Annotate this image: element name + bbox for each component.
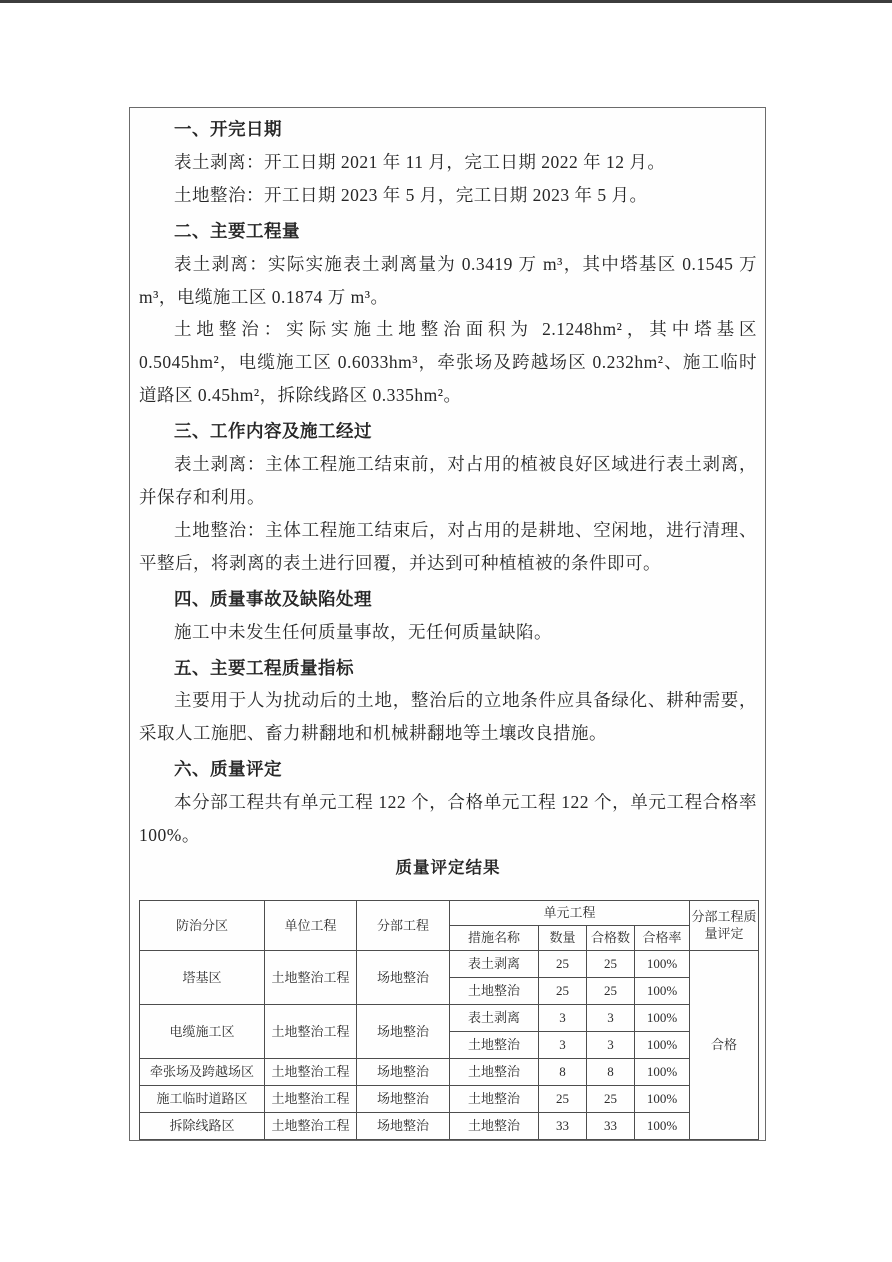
quality-assessment-table bbox=[139, 900, 759, 1140]
table-cell-quantity: 25 bbox=[539, 977, 587, 1004]
section-heading: 一、开完日期 bbox=[174, 119, 282, 139]
table-cell-measure: 土地整治 bbox=[450, 1085, 539, 1112]
table-cell-division: 场地整治 bbox=[357, 1085, 450, 1112]
table-cell-measure: 表土剥离 bbox=[450, 950, 539, 977]
paragraph: 本分部工程共有单元工程 122 个，合格单元工程 122 个，单元工程合格率 100%。 bbox=[139, 792, 757, 846]
table-title: 质量评定结果 bbox=[395, 857, 501, 877]
table-cell-qualified: 3 bbox=[587, 1031, 635, 1058]
section-heading: 五、主要工程质量指标 bbox=[174, 657, 354, 678]
paragraph: 表土剥离：实际实施表土剥离量为 0.3419 万 m³，其中塔基区 0.1545 万 m³，电缆施工区 0.1874 万 m³。 bbox=[139, 253, 757, 307]
table-cell-unit: 土地整治工程 bbox=[265, 950, 357, 1004]
table-header-division-project: 分部工程 bbox=[357, 900, 450, 950]
table-header-measure-name: 措施名称 bbox=[450, 925, 539, 950]
table-cell-zone: 拆除线路区 bbox=[140, 1112, 265, 1139]
table-cell-zone: 塔基区 bbox=[140, 950, 265, 1004]
table-cell-division: 场地整治 bbox=[357, 1112, 450, 1139]
paragraph: 施工中未发生任何质量事故，无任何质量缺陷。 bbox=[174, 621, 552, 642]
screenshot-top-edge bbox=[0, 0, 892, 3]
table-cell-rate: 100% bbox=[635, 977, 690, 1004]
paragraph: 表土剥离：主体工程施工结束前，对占用的植被良好区域进行表土剥离，并保存和利用。 bbox=[139, 454, 757, 507]
table-cell-qualified: 33 bbox=[587, 1112, 635, 1139]
table-cell-quantity: 25 bbox=[539, 950, 587, 977]
table-cell-qualified: 3 bbox=[587, 1004, 635, 1031]
paragraph: 土地整治：开工日期 2023 年 5 月，完工日期 2023 年 5 月。 bbox=[174, 184, 648, 205]
table-header-zone: 防治分区 bbox=[140, 900, 265, 950]
table-cell-rate: 100% bbox=[635, 950, 690, 977]
paragraph: 主要用于人为扰动后的土地，整治后的立地条件应具备绿化、耕种需要，采取人工施肥、畜力耕翻地和机械耕翻地等土壤改良措施。 bbox=[139, 690, 757, 744]
table-cell-measure: 土地整治 bbox=[450, 1112, 539, 1139]
table-header-unit-project: 单位工程 bbox=[265, 900, 357, 950]
table-cell-quantity: 33 bbox=[539, 1112, 587, 1139]
section-heading: 四、质量事故及缺陷处理 bbox=[174, 588, 372, 609]
table-cell-unit: 土地整治工程 bbox=[265, 1058, 357, 1085]
table-cell-quantity: 8 bbox=[539, 1058, 587, 1085]
paragraph: 土地整治：实际实施土地整治面积为 2.1248hm²，其中塔基区 0.5045hm²，电缆施工区 0.6033hm³，牵张场及跨越场区 0.232hm²、施工临时道路区 0.45hm²，拆除线路区 0.335hm²。 bbox=[139, 319, 757, 406]
table-header-quantity: 数量 bbox=[539, 925, 587, 950]
table-cell-quantity: 3 bbox=[539, 1031, 587, 1058]
table-cell-qualified: 25 bbox=[587, 977, 635, 1004]
table-cell-rate: 100% bbox=[635, 1004, 690, 1031]
section-heading: 三、工作内容及施工经过 bbox=[174, 421, 372, 442]
table-cell-rate: 100% bbox=[635, 1031, 690, 1058]
section-heading: 六、质量评定 bbox=[174, 759, 282, 780]
table-cell-measure: 表土剥离 bbox=[450, 1004, 539, 1031]
table-cell-zone: 电缆施工区 bbox=[140, 1004, 265, 1058]
table-cell-measure: 土地整治 bbox=[450, 1058, 539, 1085]
table-cell-unit: 土地整治工程 bbox=[265, 1004, 357, 1058]
table-cell-assessment: 合格 bbox=[690, 950, 759, 1139]
table-cell-rate: 100% bbox=[635, 1112, 690, 1139]
table-header-qualified-rate: 合格率 bbox=[635, 925, 690, 950]
paragraph: 土地整治：主体工程施工结束后，对占用的是耕地、空闲地，进行清理、平整后，将剥离的表土进行回覆，并达到可种植植被的条件即可。 bbox=[139, 519, 757, 573]
table-cell-quantity: 25 bbox=[539, 1085, 587, 1112]
table-cell-division: 场地整治 bbox=[357, 950, 450, 1004]
table-cell-division: 场地整治 bbox=[357, 1004, 450, 1058]
table-cell-unit: 土地整治工程 bbox=[265, 1085, 357, 1112]
table-header-qualified-count: 合格数 bbox=[587, 925, 635, 950]
paragraph: 表土剥离：开工日期 2021 年 11 月，完工日期 2022 年 12 月。 bbox=[174, 151, 666, 172]
document-page bbox=[129, 107, 766, 1141]
table-cell-rate: 100% bbox=[635, 1085, 690, 1112]
table-cell-qualified: 8 bbox=[587, 1058, 635, 1085]
table-cell-qualified: 25 bbox=[587, 950, 635, 977]
table-cell-measure: 土地整治 bbox=[450, 977, 539, 1004]
table-cell-zone: 牵张场及跨越场区 bbox=[140, 1058, 265, 1085]
table-cell-quantity: 3 bbox=[539, 1004, 587, 1031]
table-cell-unit: 土地整治工程 bbox=[265, 1112, 357, 1139]
section-heading: 二、主要工程量 bbox=[174, 220, 300, 241]
table-header-division-assessment: 分部工程质量评定 bbox=[690, 900, 759, 950]
table-cell-rate: 100% bbox=[635, 1058, 690, 1085]
table-cell-zone: 施工临时道路区 bbox=[140, 1085, 265, 1112]
table-cell-division: 场地整治 bbox=[357, 1058, 450, 1085]
table-header-unit-works: 单元工程 bbox=[450, 900, 690, 925]
table-cell-measure: 土地整治 bbox=[450, 1031, 539, 1058]
table-cell-qualified: 25 bbox=[587, 1085, 635, 1112]
